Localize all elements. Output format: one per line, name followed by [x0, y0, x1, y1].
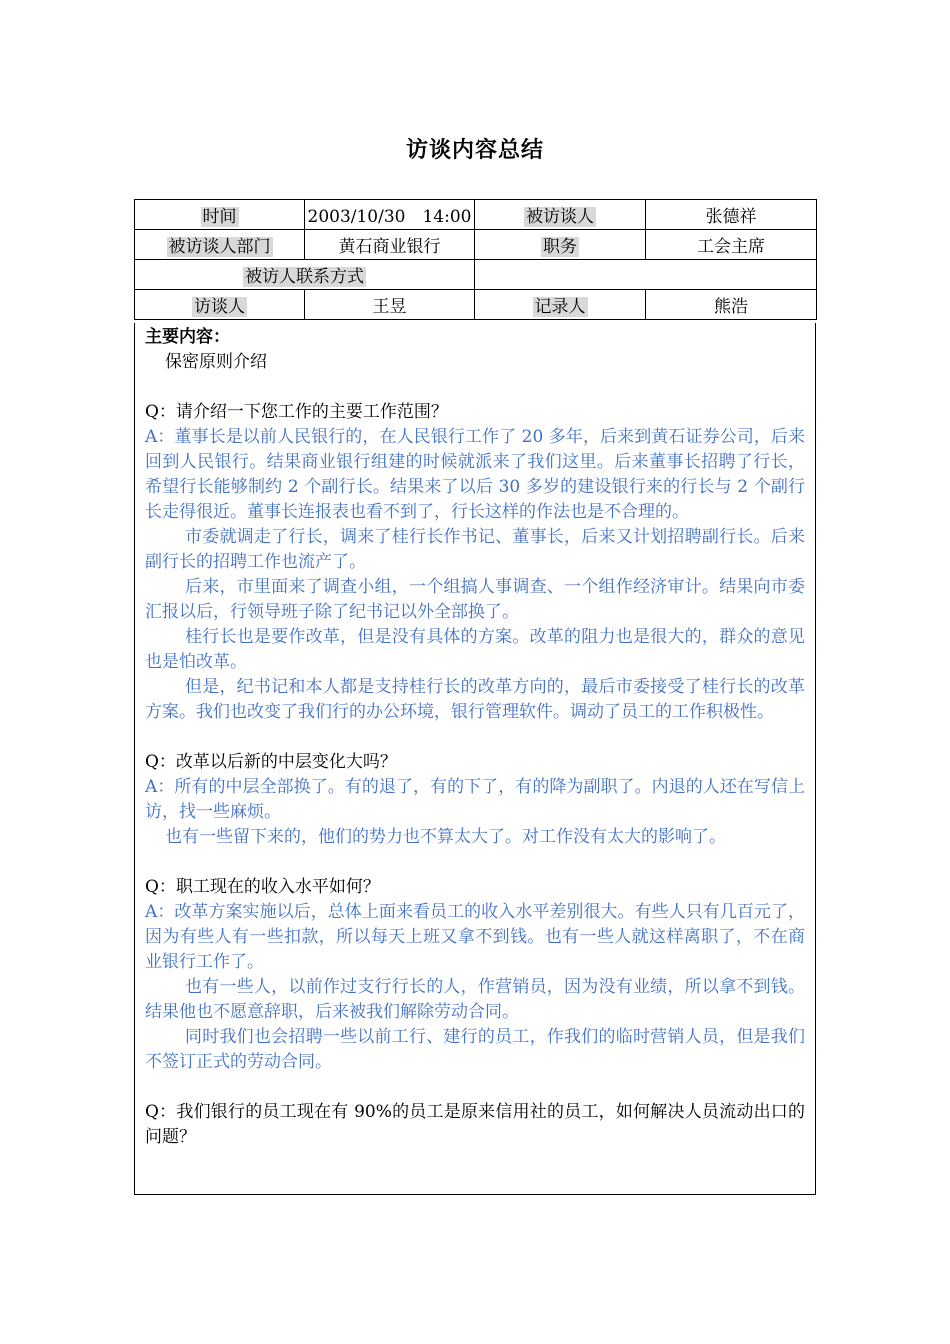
recorder-value: 熊浩 — [646, 290, 817, 320]
department-value: 黄石商业银行 — [305, 230, 475, 260]
question-1: Q：请介绍一下您工作的主要工作范围？ — [145, 402, 448, 422]
info-row-interviewer — [135, 290, 817, 320]
answer-2-paragraph-1: A：所有的中层全部换了。有的退了，有的下了，有的降为副职了。内退的人还在写信上访，找一些麻烦。 — [145, 777, 805, 822]
content-heading: 主要内容： — [145, 327, 230, 347]
info-row-contact — [135, 260, 817, 290]
answer-1-paragraph-2: 市委就调走了行长，调来了桂行长作书记、董事长，后来又计划招聘副行长。后来副行长的招聘工作也流产了。 — [145, 527, 805, 572]
interviewer-value: 王昱 — [305, 290, 475, 320]
department-label: 被访谈人部门 — [168, 237, 271, 257]
position-value: 工会主席 — [646, 230, 817, 260]
answer-3-paragraph-3: 同时我们也会招聘一些以前工行、建行的员工，作我们的临时营销人员，但是我们不签订正式的劳动合同。 — [145, 1027, 805, 1072]
time-value: 2003/10/30 14:00 — [305, 200, 475, 230]
interviewer-label: 访谈人 — [194, 297, 245, 317]
interviewee-label: 被访谈人 — [526, 207, 594, 227]
spacer — [145, 725, 805, 750]
answer-3-paragraph-1: A：改革方案实施以后，总体上面来看员工的收入水平差别很大。有些人只有几百元了，因为有些人有一些扣款，所以每天上班又拿不到钱。也有一些人就这样离职了，不在商业银行工作了。 — [145, 902, 805, 972]
answer-1-paragraph-4: 桂行长也是要作改革，但是没有具体的方案。改革的阻力也是很大的，群众的意见也是怕改革。 — [145, 627, 805, 672]
contact-value — [475, 260, 817, 290]
contact-label: 被访人联系方式 — [245, 267, 364, 287]
spacer — [145, 375, 805, 400]
document-title: 访谈内容总结 — [405, 137, 544, 163]
answer-1-paragraph-1: A：董事长是以前人民银行的，在人民银行工作了 20 多年，后来到黄石证券公司，后来回到人民银行。结果商业银行组建的时候就派来了我们这里。后来董事长招聘了行长，希望行长能够制约 2 个副行长。结果来了以后 30 多岁的建设银行来的行长与 2 个副行长走得很近。董事长连报表也看不到了，行长这样的作法也是不合理的。 — [145, 427, 805, 522]
question-2: Q：改革以后新的中层变化大吗？ — [145, 752, 397, 772]
spacer — [145, 850, 805, 875]
question-4: Q：我们银行的员工现在有 90%的员工是原来信用社的员工，如何解决人员流动出口的问题？ — [145, 1102, 805, 1147]
interviewee-value: 张德祥 — [646, 200, 817, 230]
position-label: 职务 — [543, 237, 577, 257]
time-label: 时间 — [202, 207, 237, 227]
question-3: Q：职工现在的收入水平如何？ — [145, 877, 380, 897]
interview-info-table — [134, 199, 817, 320]
intro-text: 保密原则介绍 — [165, 352, 267, 372]
spacer — [145, 1075, 805, 1100]
answer-1-paragraph-5: 但是，纪书记和本人都是支持桂行长的改革方向的，最后市委接受了桂行长的改革方案。我们也改变了我们行的办公环境，银行管理软件。调动了员工的工作积极性。 — [145, 677, 805, 722]
answer-1-paragraph-3: 后来，市里面来了调查小组，一个组搞人事调查、一个组作经济审计。结果向市委汇报以后，行领导班子除了纪书记以外全部换了。 — [145, 577, 805, 622]
info-row-time — [135, 200, 817, 230]
main-content-box — [134, 323, 816, 1195]
info-row-department — [135, 230, 817, 260]
answer-2-paragraph-2: 也有一些留下来的，他们的势力也不算太大了。对工作没有太大的影响了。 — [165, 827, 726, 847]
answer-3-paragraph-2: 也有一些人，以前作过支行行长的人，作营销员，因为没有业绩，所以拿不到钱。结果他也不愿意辞职，后来被我们解除劳动合同。 — [145, 977, 805, 1022]
recorder-label: 记录人 — [534, 297, 586, 317]
